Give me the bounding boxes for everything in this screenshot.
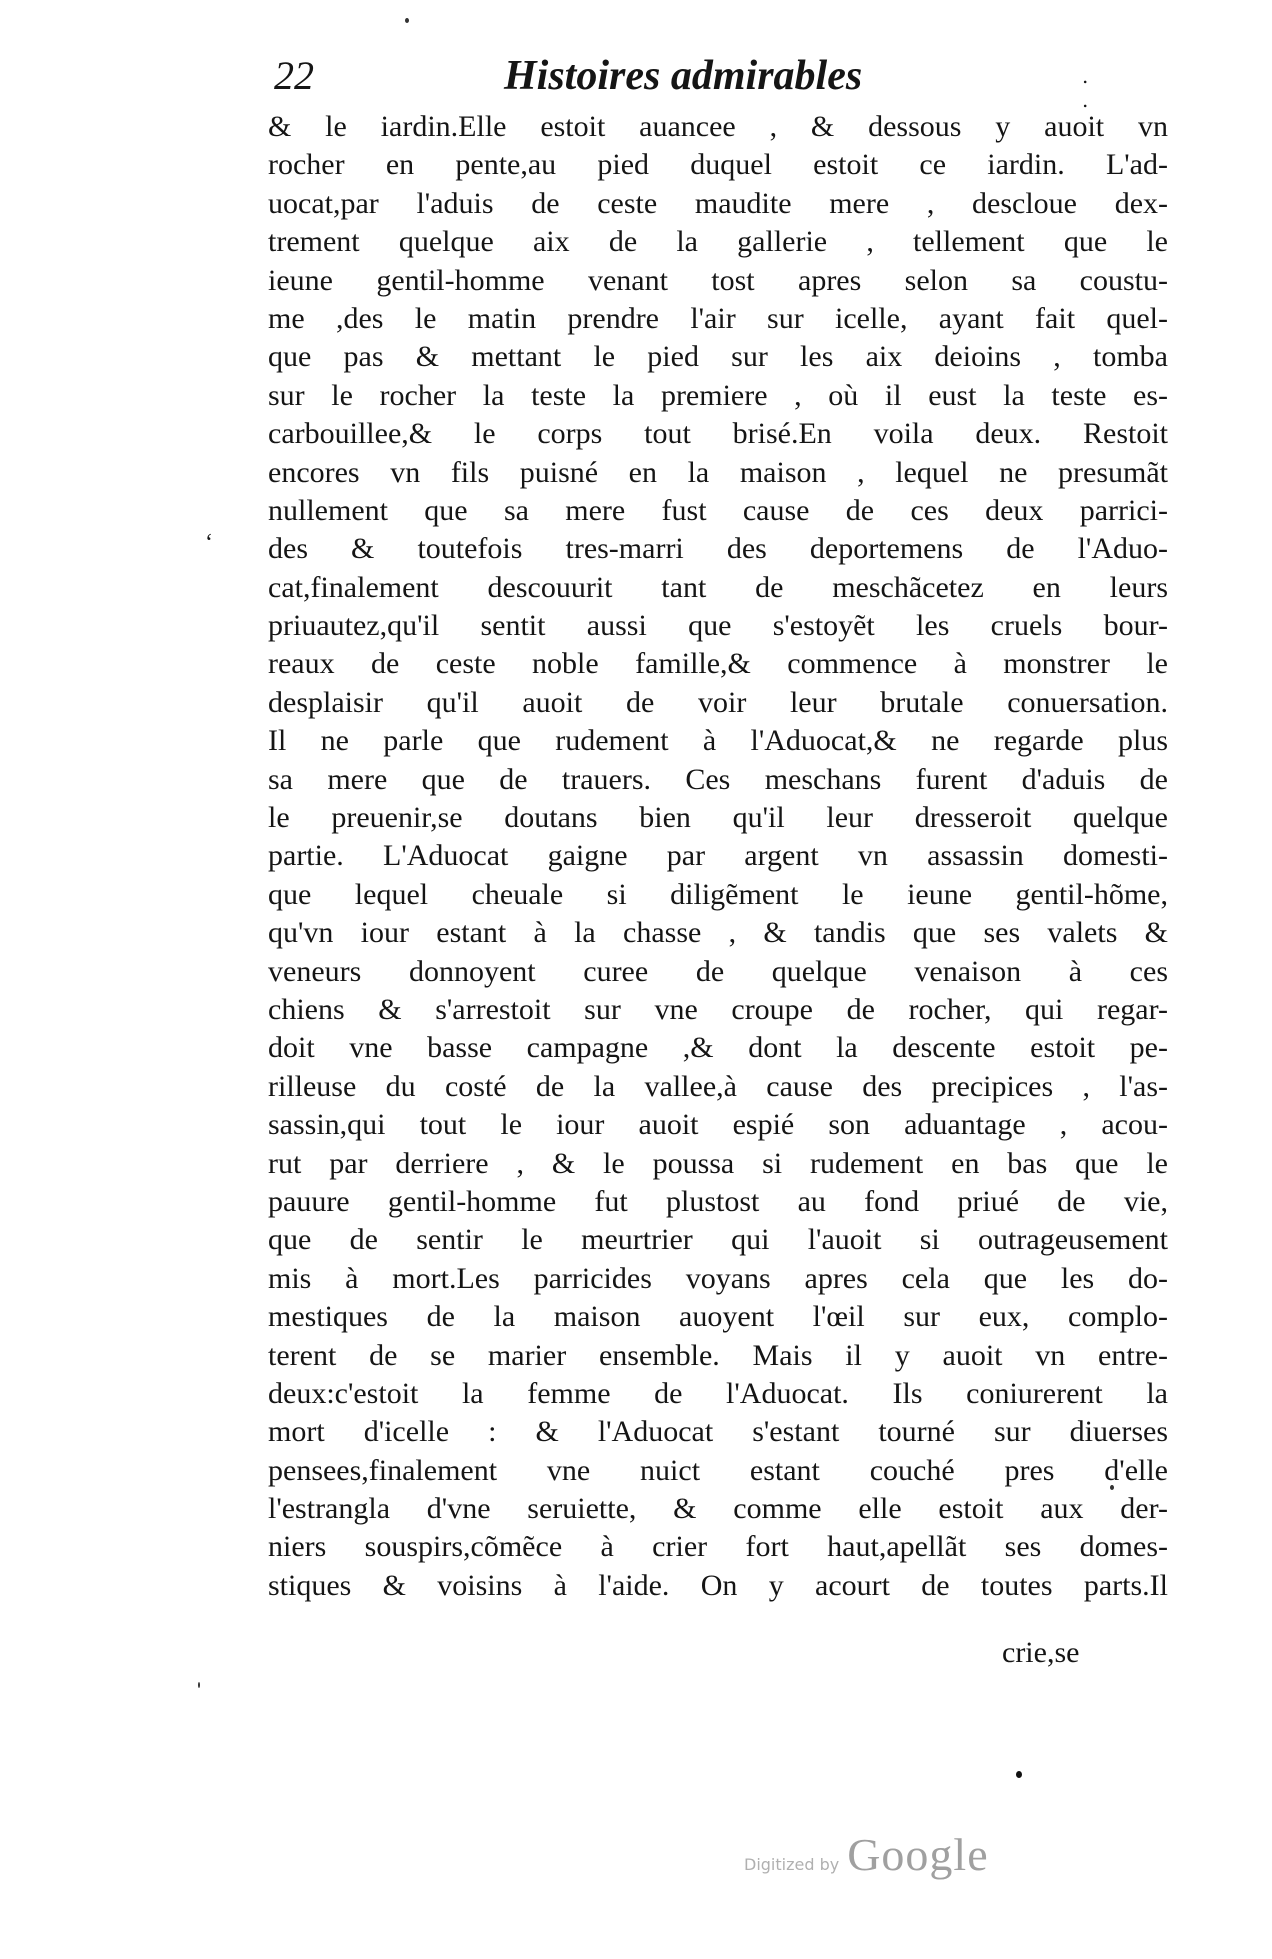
- text-line: carbouillee,& le corps tout brisé.En voila deux. Restoit: [268, 417, 1168, 451]
- ink-speck: [1016, 1771, 1022, 1778]
- page-header: [274, 52, 1174, 112]
- text-line: que lequel cheuale si diligẽment le ieune gentil-hõme,: [268, 877, 1168, 911]
- text-line: Il ne parle que rudement à l'Aduocat,& ne regarde plus: [268, 724, 1168, 758]
- text-line: que pas & mettant le pied sur les aix deioins , tomba: [268, 340, 1168, 374]
- body-text: [268, 108, 1168, 1605]
- text-line: desplaisir qu'il auoit de voir leur brutale conuersation.: [268, 685, 1168, 719]
- text-line: l'estrangla d'vne seruiette, & comme elle estoit aux der-: [268, 1492, 1168, 1526]
- text-line: deux:c'estoit la femme de l'Aduocat. Ils coniurerent la: [268, 1376, 1168, 1410]
- watermark-logo: Google: [847, 1829, 989, 1880]
- text-line: que de sentir le meurtrier qui l'auoit si outrageusement: [268, 1223, 1168, 1257]
- text-line: niers souspirs,cõmẽce à crier fort haut,apellãt ses domes-: [268, 1530, 1168, 1564]
- text-line: partie. L'Aduocat gaigne par argent vn assassin domesti-: [268, 839, 1168, 873]
- text-line: stiques & voisins à l'aide. On y acourt de toutes parts.Il: [268, 1568, 1168, 1602]
- text-line: terent de se marier ensemble. Mais il y auoit vn entre-: [268, 1338, 1168, 1372]
- ink-speck: [405, 18, 409, 23]
- text-line: reaux de ceste noble famille,& commence à monstrer le: [268, 647, 1168, 681]
- text-line: nullement que sa mere fust cause de ces deux parrici-: [268, 493, 1168, 527]
- text-line: mort d'icelle : & l'Aduocat s'estant tourné sur diuerses: [268, 1415, 1168, 1449]
- text-line: rut par derriere , & le poussa si rudement en bas que le: [268, 1146, 1168, 1180]
- catchword: crie,se: [1002, 1636, 1080, 1669]
- text-line: trement quelque aix de la gallerie , tellement que le: [268, 225, 1168, 259]
- digitized-watermark: [744, 1828, 989, 1881]
- text-line: cat,finalement descouurit tant de meschãcetez en leurs: [268, 570, 1168, 604]
- ink-speck: [198, 1682, 200, 1688]
- text-line: chiens & s'arrestoit sur vne croupe de rocher, qui regar-: [268, 992, 1168, 1026]
- text-line: mestiques de la maison auoyent l'œil sur eux, complo-: [268, 1300, 1168, 1334]
- text-line: rilleuse du costé de la vallee,à cause des precipices , l'as-: [268, 1069, 1168, 1103]
- text-line: pensees,finalement vne nuict estant couché pres d'elle: [268, 1453, 1168, 1487]
- text-line: qu'vn iour estant à la chasse , & tandis que ses valets &: [268, 916, 1168, 950]
- text-line: ieune gentil-homme venant tost apres selon sa coustu-: [268, 263, 1168, 297]
- text-line: des & toutefois tres-marri des deportemens de l'Aduo-: [268, 532, 1168, 566]
- text-line: sur le rocher la teste la premiere , où il eust la teste es-: [268, 378, 1168, 412]
- text-line: pauure gentil-homme fut plustost au fond priué de vie,: [268, 1184, 1168, 1218]
- text-line: me ,des le matin prendre l'air sur icelle, ayant fait quel-: [268, 301, 1168, 335]
- text-line: & le iardin.Elle estoit auancee , & dessous y auoit vn: [268, 110, 1168, 143]
- text-line: rocher en pente,au pied duquel estoit ce iardin. L'ad-: [268, 148, 1168, 182]
- text-line: uocat,par l'aduis de ceste maudite mere , descloue dex-: [268, 186, 1168, 220]
- text-line: doit vne basse campagne ,& dont la descente estoit pe-: [268, 1031, 1168, 1065]
- margin-mark: ‘: [205, 530, 213, 556]
- text-line: encores vn fils puisné en la maison , lequel ne presumãt: [268, 455, 1168, 489]
- watermark-prefix: Digitized by: [744, 1855, 840, 1874]
- text-line: sassin,qui tout le iour auoit espié son aduantage , acou-: [268, 1108, 1168, 1142]
- text-line: mis à mort.Les parricides voyans apres cela que les do-: [268, 1261, 1168, 1295]
- text-line: le preuenir,se doutans bien qu'il leur dresseroit quelque: [268, 801, 1168, 835]
- text-line: sa mere que de trauers. Ces meschans furent d'aduis de: [268, 762, 1168, 796]
- text-line: veneurs donnoyent curee de quelque venaison à ces: [268, 954, 1168, 988]
- page-number: 22: [274, 53, 314, 98]
- running-title: Histoires admirables: [504, 53, 863, 99]
- text-line: priuautez,qu'il sentit aussi que s'estoyẽt les cruels bour-: [268, 609, 1168, 643]
- header-dots: . .: [1082, 64, 1119, 112]
